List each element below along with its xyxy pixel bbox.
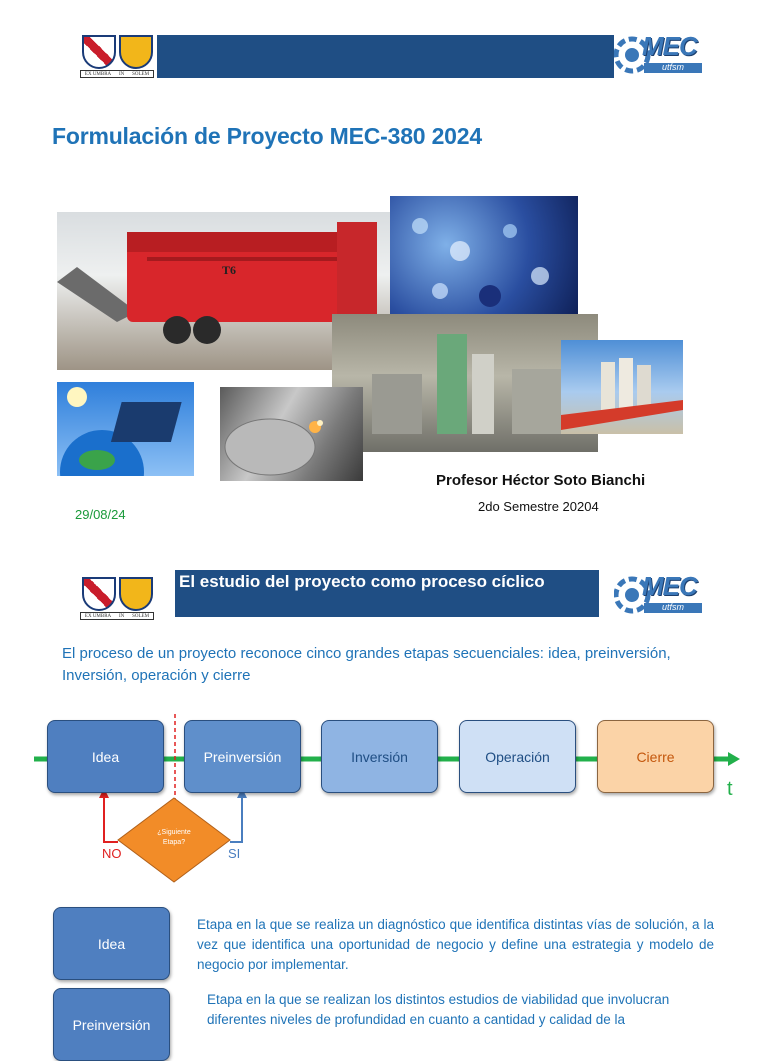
stage-cierre xyxy=(597,720,714,793)
stage-preinversion xyxy=(184,720,301,793)
semester-label: 2do Semestre 20204 xyxy=(478,499,599,514)
time-axis-label: t xyxy=(727,778,733,800)
slide1-title: Formulación de Proyecto MEC-380 2024 xyxy=(52,123,482,149)
stage-inversion xyxy=(321,720,438,793)
stage-idea xyxy=(47,720,164,793)
professor-name: Profesor Héctor Soto Bianchi xyxy=(436,472,646,489)
mec-logo-text: MEC xyxy=(642,31,697,61)
solar-panel-earth-graphic xyxy=(57,382,194,476)
desc-preinversion-text: Etapa en la que se realizan los distintos estudios de viabilidad que involucran diferentes niveles de profundidad en cuanto a cantidad y calidad de la xyxy=(207,992,670,1027)
slide-date: 29/08/24 xyxy=(75,507,126,522)
slide2-title-bar xyxy=(175,570,599,617)
stage-inversion-label: Inversión xyxy=(351,748,408,765)
process-intro-text: El proceso de un proyecto reconoce cinco grandes etapas secuenciales: idea, preinversión, Inversión, operación y cierre xyxy=(62,645,671,684)
solar-panel-earth-photo xyxy=(57,382,194,476)
crest-motto-right: SOLEM xyxy=(132,71,150,77)
desc-stage-idea-label: Idea xyxy=(97,935,126,952)
slide2-title: El estudio del proyecto como proceso cíclico xyxy=(179,572,545,591)
crest-motto-mid: IN xyxy=(119,71,125,77)
mec-logo-2 xyxy=(614,573,704,617)
factory-interior-photo xyxy=(332,314,598,452)
crest-motto-left: EX UMBRA xyxy=(84,613,112,619)
crest-shield-left xyxy=(82,35,116,69)
timeline-arrowhead xyxy=(728,752,740,766)
crest-shield-right xyxy=(119,577,153,611)
decision-label: ¿Siguiente Etapa? xyxy=(157,829,191,846)
crest-shield-right xyxy=(119,35,153,69)
plant-exterior-graphic xyxy=(561,340,683,434)
mec-logo-text: MEC xyxy=(642,571,697,601)
glass-pieces-graphic xyxy=(390,196,578,318)
factory-interior-graphic xyxy=(332,314,598,452)
machining-photo xyxy=(220,387,363,481)
crest-ribbon xyxy=(80,612,154,620)
slide1-header-bar xyxy=(157,35,614,78)
stage-operacion xyxy=(459,720,576,793)
desc-stage-preinversion xyxy=(53,988,170,1061)
stage-idea-label: Idea xyxy=(91,748,120,765)
crest-ribbon xyxy=(80,70,154,78)
crest-motto-mid: IN xyxy=(119,613,125,619)
stage-cierre-label: Cierre xyxy=(636,748,675,765)
machining-graphic xyxy=(220,387,363,481)
glass-pieces-photo xyxy=(390,196,578,318)
university-crest-2 xyxy=(80,577,154,619)
desc-stage-idea xyxy=(53,907,170,980)
mec-logo-subtext: utfsm xyxy=(662,62,685,72)
stage-preinversion-label: Preinversión xyxy=(203,748,282,765)
mec-logo xyxy=(614,33,704,77)
si-label: SI xyxy=(228,846,241,861)
crest-motto-right: SOLEM xyxy=(132,613,150,619)
crest-shield-left xyxy=(82,577,116,611)
mec-logo-subtext: utfsm xyxy=(662,602,685,612)
crest-motto-left: EX UMBRA xyxy=(84,71,112,77)
si-arrow xyxy=(230,796,242,842)
trommel-model-label: T6 xyxy=(222,263,237,277)
no-label: NO xyxy=(102,846,122,861)
university-crest xyxy=(80,35,154,77)
plant-exterior-photo xyxy=(561,340,683,434)
stage-operacion-label: Operación xyxy=(485,748,550,765)
no-arrow xyxy=(104,796,118,842)
desc-idea-text: Etapa en la que se realiza un diagnóstico que identifica distintas vías de solución, a la vez que identifica una oportunidad de negocio y define una estrategia y modelo de negocio por implementar. xyxy=(197,917,714,972)
desc-stage-preinversion-label: Preinversión xyxy=(72,1017,151,1033)
